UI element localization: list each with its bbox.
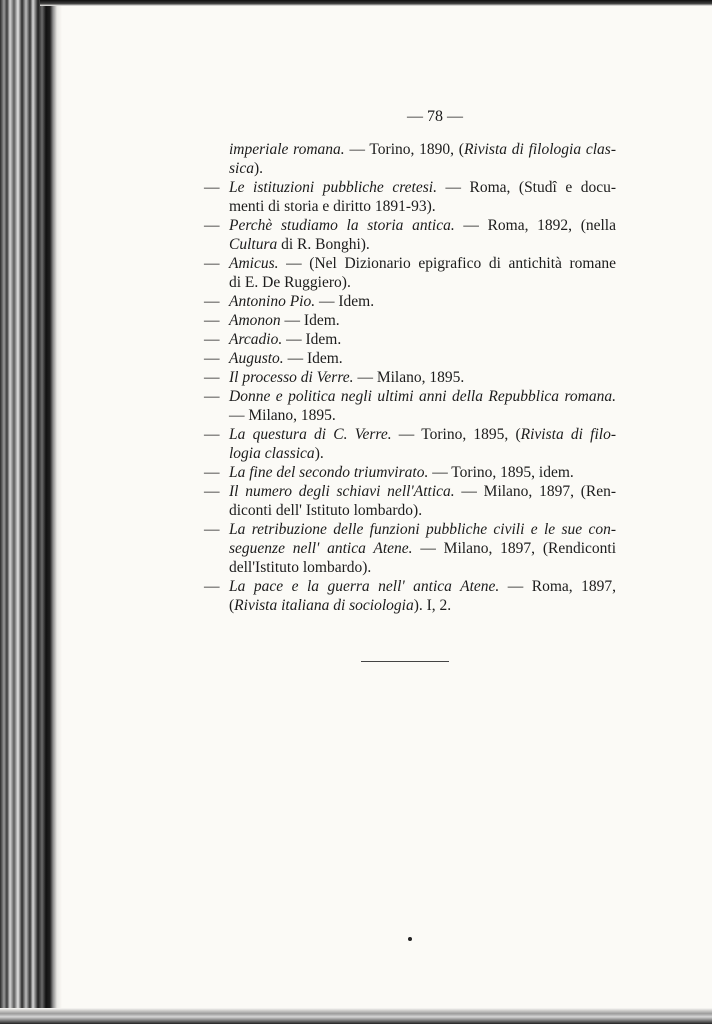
entry-line [229, 482, 616, 501]
entry-dash: — [204, 255, 220, 272]
entry-line [229, 539, 616, 558]
bibliography-entry [204, 349, 616, 368]
citation-text: — Roma, 1897, [499, 578, 616, 595]
entry-line [229, 558, 616, 577]
title-text: Il processo di Verre. [229, 369, 354, 386]
citation-text: ( [229, 597, 235, 614]
bibliography-entry [204, 482, 616, 520]
entry-dash: — [204, 388, 220, 405]
entry-line [229, 349, 616, 368]
entry-line [229, 406, 616, 425]
entry-dash: — [204, 483, 220, 500]
entry-line [229, 501, 616, 520]
citation-text: — Torino, 1890, ( [344, 141, 464, 158]
citation-text: — Torino, 1895, ( [391, 426, 521, 443]
entry-line [229, 254, 616, 273]
title-text: La questura di C. Verre. [229, 426, 392, 443]
title-text: Il numero degli schiavi nell'Attica. [229, 483, 455, 500]
entry-line [229, 140, 616, 159]
entry-dash: — [204, 464, 220, 481]
page-bottom-edge [0, 1008, 712, 1024]
bibliography-entry [204, 254, 616, 292]
citation-text: — Milano, 1897, (Ren- [454, 483, 616, 500]
title-text: La fine del secondo triumvirato. [229, 464, 429, 481]
title-text: logia classica [229, 445, 315, 462]
entry-line [229, 444, 616, 463]
entry-line [229, 273, 616, 292]
entry-line [229, 520, 616, 539]
entry-line [229, 330, 616, 349]
citation-text: ). [253, 160, 264, 177]
title-text: Le istituzioni pubbliche cretesi. [229, 179, 437, 196]
citation-text: diconti dell' Istituto lombardo). [229, 502, 423, 519]
bibliography-entry [204, 387, 616, 425]
entry-dash: — [204, 521, 220, 538]
entry-dash: — [204, 312, 220, 329]
title-text: seguenze nell' antica Atene. [229, 540, 413, 557]
citation-text: — Idem. [315, 293, 375, 310]
entry-line [229, 216, 616, 235]
citation-text: ). [314, 445, 324, 462]
bibliography-entry [204, 140, 616, 178]
page-top-edge [40, 0, 712, 6]
entry-dash: — [204, 369, 220, 386]
title-text: La retribuzione delle funzioni pubbliche civili e le sue con- [229, 521, 616, 538]
citation-text: di E. De Ruggiero). [229, 274, 351, 291]
citation-text: dell'Istituto lombardo). [229, 559, 372, 576]
entry-line [229, 596, 616, 615]
title-text: imperiale romana. [229, 141, 345, 158]
title-text: Cultura [229, 236, 278, 253]
citation-text: — Milano, 1897, (Rendiconti [412, 540, 616, 557]
entry-line [229, 311, 616, 330]
citation-text: — Torino, 1895, idem. [428, 464, 574, 481]
title-text: Rivista italiana di sociologia [234, 597, 414, 614]
entry-line [229, 463, 616, 482]
citation-text: di R. Bonghi). [277, 236, 370, 253]
entry-dash: — [204, 293, 220, 310]
title-text: Amonon [229, 312, 281, 329]
section-divider [361, 661, 449, 662]
entry-line [229, 577, 616, 596]
entry-dash: — [204, 331, 220, 348]
bibliography-entry [204, 577, 616, 615]
entry-line [229, 292, 616, 311]
citation-text: — Milano, 1895. [229, 407, 336, 424]
citation-text: — Idem. [280, 312, 340, 329]
entry-dash: — [204, 578, 220, 595]
bibliography-entry [204, 178, 616, 216]
title-text: Rivista di filo- [520, 426, 617, 443]
citation-text: — Roma, (Studî e docu- [436, 179, 617, 196]
title-text: Antonino Pio. [229, 293, 316, 310]
citation-text: ). I, 2. [413, 597, 452, 614]
citation-text: — Idem. [282, 331, 342, 348]
ink-speck [408, 937, 412, 941]
bibliography-entry [204, 330, 616, 349]
entry-line [229, 178, 616, 197]
title-text: sica [229, 160, 254, 177]
book-spine-edge [0, 0, 62, 1024]
entry-line [229, 368, 616, 387]
title-text: Amicus. [229, 255, 279, 272]
title-text: Perchè studiamo la storia antica. [229, 217, 455, 234]
citation-text: — (Nel Dizionario epigrafico di antichità romane [278, 255, 616, 272]
bibliography-entry [204, 463, 616, 482]
bibliography-entry [204, 216, 616, 254]
entry-dash: — [204, 350, 220, 367]
entry-dash: — [204, 179, 220, 196]
entry-dash: — [204, 217, 220, 234]
entry-dash: — [204, 426, 220, 443]
entry-line [229, 159, 616, 178]
entry-line [229, 235, 616, 254]
title-text: Arcadio. [229, 331, 283, 348]
citation-text: — Roma, 1892, (nella [454, 217, 616, 234]
bibliography-entry [204, 311, 616, 330]
bibliography-entry [204, 520, 616, 577]
title-text: Augusto. [229, 350, 284, 367]
citation-text: menti di storia e diritto 1891-93). [229, 198, 436, 215]
page-number: — 78 — [407, 108, 463, 125]
bibliography-entry [204, 292, 616, 311]
citation-text: — Milano, 1895. [353, 369, 465, 386]
title-text: Rivista di filologia clas- [463, 141, 616, 158]
entry-line [229, 387, 616, 406]
entry-line [229, 425, 616, 444]
bibliography-entry [204, 425, 616, 463]
entry-line [229, 197, 616, 216]
citation-text: — Idem. [283, 350, 343, 367]
title-text: Donne e politica negli ultimi anni della Repubblica romana. [229, 388, 616, 405]
bibliography-list [204, 140, 616, 615]
title-text: La pace e la guerra nell' antica Atene. [229, 578, 500, 595]
bibliography-entry [204, 368, 616, 387]
